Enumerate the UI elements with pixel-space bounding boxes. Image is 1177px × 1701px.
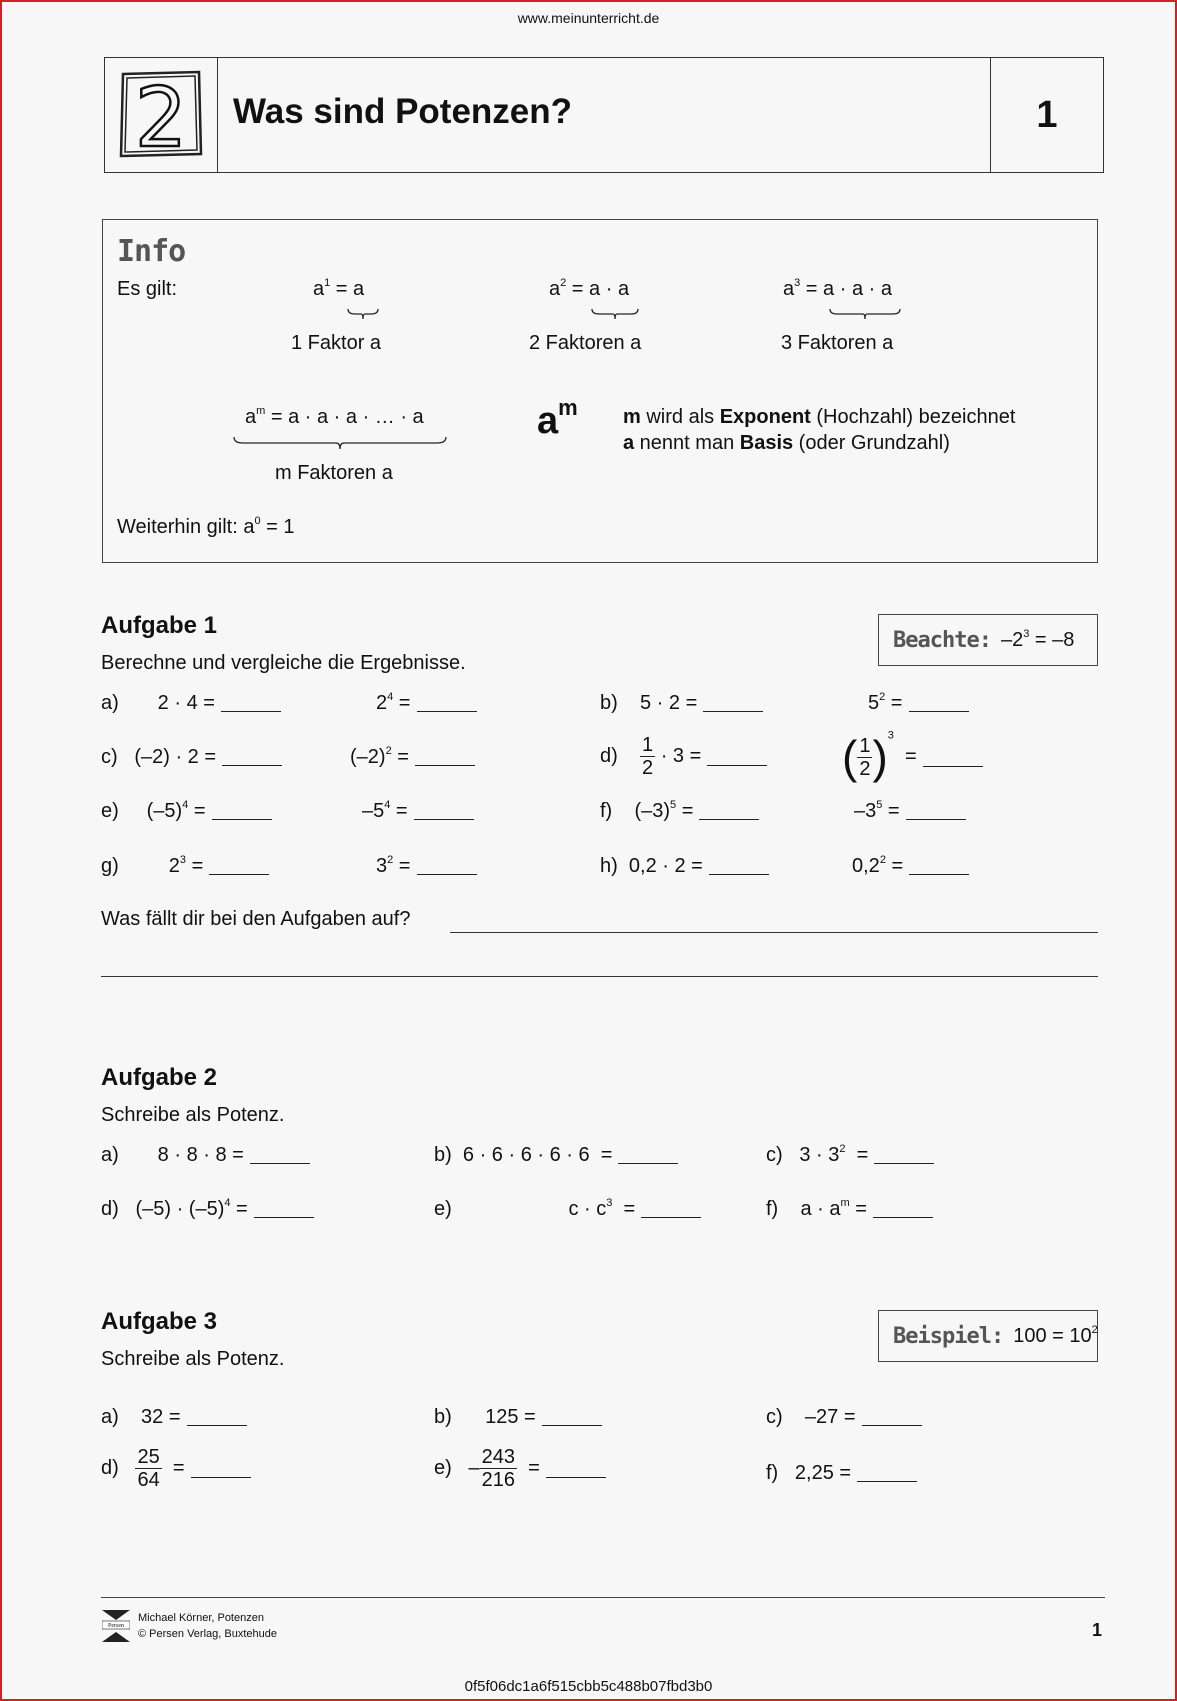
aufgabe-2-title: Aufgabe 2	[101, 1064, 218, 1091]
beachte-formula: $-2^3 = -8$	[1000, 627, 1075, 651]
a1-e2: $-5^4$ =	[362, 800, 474, 823]
a3-a: a) 32 =	[101, 1406, 247, 1429]
es-gilt-label: Es gilt:	[117, 278, 178, 300]
a1-c: c) (–2) · 2 =	[101, 746, 282, 769]
faktor-m-label: m Faktoren a	[275, 462, 393, 484]
svg-text:2: 2	[134, 71, 188, 166]
page-number: 1	[1036, 93, 1058, 136]
a3-e: e) – $\frac{243}{216}$ =	[434, 1446, 606, 1491]
brace-m	[233, 436, 447, 450]
aufgabe-2-instruction: Schreibe als Potenz.	[101, 1104, 285, 1126]
beispiel-label: Beispiel:	[893, 1323, 1004, 1349]
power-symbol: $a^m$	[537, 395, 578, 442]
beachte-box	[878, 614, 1098, 666]
a1-h2: $0,2^2$ =	[852, 855, 969, 878]
info-box	[102, 219, 1098, 563]
publisher-logo	[102, 1610, 130, 1642]
a1-f: f) $(-3)^5$ =	[600, 800, 759, 823]
formula-a2: $a^2 = a \cdot a$	[549, 277, 630, 300]
answer-line-2[interactable]	[101, 976, 1098, 977]
brace-2	[591, 308, 639, 320]
brace-1	[347, 308, 379, 320]
a3-d: d) $\frac{25}{64}$ =	[101, 1446, 251, 1491]
a1-h: h) 0,2 · 2 =	[600, 855, 769, 878]
beispiel-formula: $100 = 10^2$	[1013, 1323, 1098, 1347]
footer-publisher: © Persen Verlag, Buxtehude	[138, 1628, 277, 1640]
logo-text: Persen	[108, 1623, 124, 1629]
footer-author: Michael Körner, Potenzen	[138, 1612, 264, 1624]
aufgabe-1-title: Aufgabe 1	[101, 612, 218, 639]
weiterhin-gilt: Weiterhin gilt: $a^0 = 1$	[117, 515, 295, 538]
beispiel-box	[878, 1310, 1098, 1362]
formula-a1: $a^1 = a$	[313, 277, 365, 300]
footer-divider	[101, 1597, 1105, 1598]
a2-b: b) 6 · 6 · 6 · 6 · 6 =	[434, 1144, 678, 1167]
a1-d2: ( $\frac{1}{2}$ )$^3$ =	[842, 730, 983, 784]
a1-f2: $-3^5$ =	[854, 800, 966, 823]
chapter-number-graphic	[105, 58, 217, 172]
a1-b2: $5^2$ =	[868, 692, 969, 715]
a1-e: e) $(-5)^4$ =	[101, 800, 272, 823]
site-url: www.meinunterricht.de	[517, 10, 660, 26]
aufgabe-1-question: Was fällt dir bei den Aufgaben auf?	[101, 908, 411, 930]
formula-am: $a^m = a \cdot a \cdot a$ · … · a	[245, 405, 424, 428]
a3-c: c) –27 =	[766, 1406, 922, 1429]
chapter-number-box	[105, 58, 218, 172]
a2-e: e) $c \cdot c^3$ =	[434, 1198, 701, 1221]
a1-g2: $3^2$ =	[376, 855, 477, 878]
a2-a: a) 8 · 8 · 8 =	[101, 1144, 310, 1167]
a2-f: f) $a \cdot a^m$ =	[766, 1198, 933, 1221]
a2-c: c) $3 \cdot 3^2$ =	[766, 1144, 934, 1167]
aufgabe-3-instruction: Schreibe als Potenz.	[101, 1348, 285, 1370]
exponent-description: m wird als Exponent (Hochzahl) bezeichnet	[623, 406, 1016, 428]
basis-description: a nennt man Basis (oder Grundzahl)	[623, 432, 950, 454]
answer-line-1[interactable]	[450, 932, 1098, 933]
a3-b: b) 125 =	[434, 1406, 602, 1429]
a1-a2: $2^4$ =	[376, 692, 477, 715]
page-number-box	[990, 58, 1103, 172]
formula-a3: $a^3 = a \cdot a \cdot a$	[783, 277, 892, 300]
faktor-3-label: 3 Faktoren a	[781, 332, 894, 354]
aufgabe-1-instruction: Berechne und vergleiche die Ergebnisse.	[101, 652, 466, 674]
a1-b: b) 5 · 2 =	[600, 692, 763, 715]
a1-g: g) $2^3$ =	[101, 855, 269, 878]
document-hash: 0f5f06dc1a6f515cbb5c488b07fbd3b0	[464, 1678, 713, 1695]
faktor-1-label: 1 Faktor a	[291, 332, 382, 354]
footer-page-number: 1	[1092, 1620, 1103, 1640]
beachte-label: Beachte:	[893, 627, 991, 653]
brace-3	[829, 308, 901, 320]
aufgabe-3-title: Aufgabe 3	[101, 1308, 218, 1335]
a1-d: d) $\frac{1}{2}$ · 3 =	[600, 734, 767, 779]
faktor-2-label: 2 Faktoren a	[529, 332, 642, 354]
a3-f: f) 2,25 =	[766, 1462, 917, 1485]
info-heading: Info	[117, 234, 186, 269]
a1-a: a) 2 · 4 =	[101, 692, 281, 715]
page-title: Was sind Potenzen?	[233, 92, 573, 131]
worksheet-header	[104, 57, 1104, 173]
a1-c2: $(-2)^2$ =	[350, 746, 475, 769]
a2-d: d) $(-5) \cdot (-5)^4$ =	[101, 1198, 314, 1221]
